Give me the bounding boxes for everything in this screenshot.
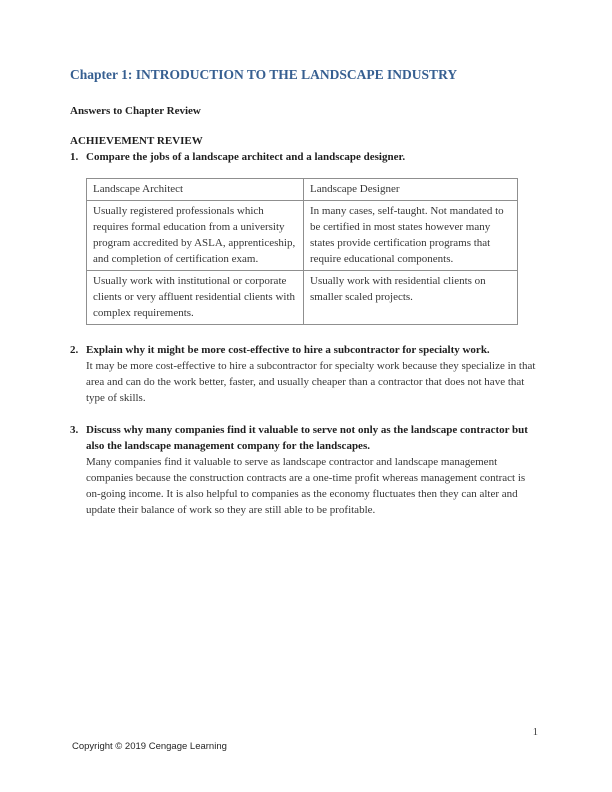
- question-2-body: [86, 342, 542, 406]
- question-2: [70, 342, 542, 406]
- question-1: [70, 149, 542, 327]
- question-1-body: [86, 149, 542, 327]
- chapter-title: Chapter 1: INTRODUCTION TO THE LANDSCAPE INDUSTRY: [70, 67, 458, 82]
- table-cell-designer-clients: Usually work with residential clients on smaller scaled projects.: [304, 271, 518, 325]
- table-row: [87, 271, 518, 325]
- table-header-row: [87, 179, 518, 201]
- table-cell-architect-education: Usually registered professionals which requires formal education from a university program accredited by ASLA, apprenticeship, and completion of certification exam.: [87, 201, 304, 271]
- table-row: [87, 201, 518, 271]
- page-number: 1: [532, 727, 538, 738]
- comparison-table: [86, 178, 518, 325]
- copyright-text: Copyright © 2019 Cengage Learning: [72, 741, 227, 752]
- question-3-prompt: Discuss why many companies find it valuable to serve not only as the landscape contractor but also the landscape management company for the landscapes.: [86, 424, 528, 452]
- page-content: [70, 0, 542, 518]
- question-3: [70, 422, 542, 518]
- question-3-number: 3.: [70, 424, 79, 436]
- question-2-answer: It may be more cost-effective to hire a subcontractor for specialty work because they specialize in that area and can do the work better, faster, and usually cheaper than a contractor that does not have that type of skills.: [86, 360, 536, 404]
- question-1-prompt: Compare the jobs of a landscape architect and a landscape designer.: [86, 151, 406, 163]
- answers-subtitle: Answers to Chapter Review: [70, 105, 201, 117]
- question-1-number: 1.: [70, 151, 79, 163]
- question-3-answer: Many companies find it valuable to serve as landscape contractor and landscape management companies because the construction contracts are a one-time profit whereas management contract is on-going income. It is also helpful to companies as the economy fluctuates then they can alter and update their balance of work so they are still able to be profitable.: [86, 456, 526, 516]
- question-3-body: [86, 422, 542, 518]
- achievement-review-heading: ACHIEVEMENT REVIEW: [70, 135, 203, 147]
- table-cell-designer-education: In many cases, self-taught. Not mandated to be certified in most states however many states provide certification programs that require educational components.: [304, 201, 518, 271]
- question-2-prompt: Explain why it might be more cost-effective to hire a subcontractor for specialty work.: [86, 344, 490, 356]
- table-header-landscape-architect: Landscape Architect: [87, 179, 304, 201]
- table-header-landscape-designer: Landscape Designer: [304, 179, 518, 201]
- question-2-number: 2.: [70, 344, 79, 356]
- table-cell-architect-clients: Usually work with institutional or corporate clients or very affluent residential clients with complex requirements.: [87, 271, 304, 325]
